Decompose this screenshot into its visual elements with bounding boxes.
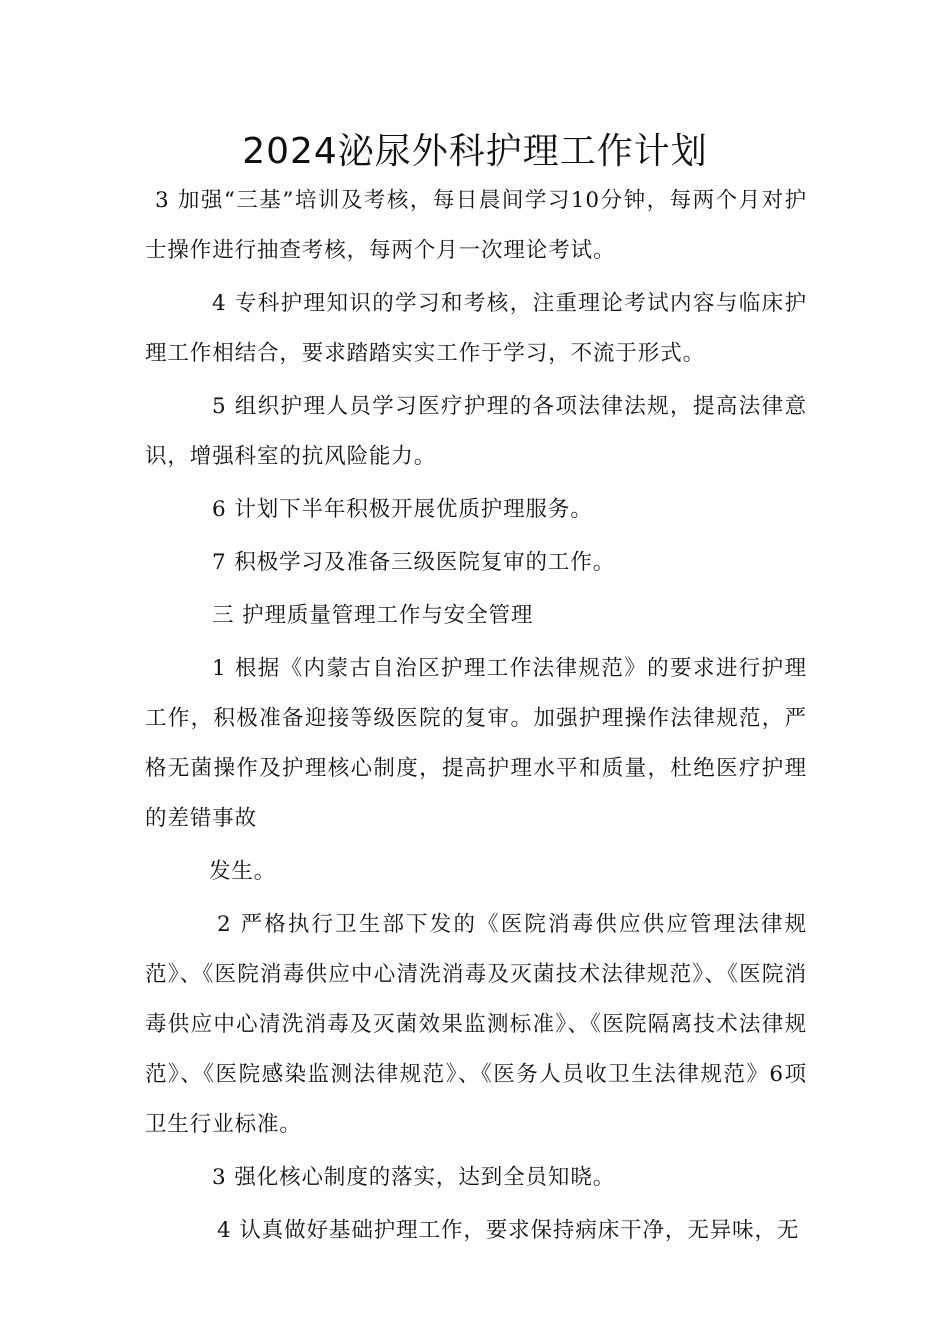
paragraph-4: 6 计划下半年积极开展优质护理服务。: [212, 497, 593, 522]
document-body: [145, 176, 807, 1259]
paragraph-6: 1 根据《内蒙古自治区护理工作法律规范》的要求进行护理工作，积极准备迎接等级医院的复审。加强护理操作法律规范，严格无菌操作及护理核心制度，提高护理水平和质量，杜绝医疗护理的差错事故: [145, 656, 807, 831]
paragraph-1: 3 加强“三基”培训及考核，每日晨间学习10分钟，每两个月对护士操作进行抽查考核，每两个月一次理论考试。: [145, 188, 807, 263]
paragraph-9: 3 强化核心制度的落实，达到全员知晓。: [212, 1165, 616, 1190]
paragraph-5: 7 积极学习及准备三级医院复审的工作。: [212, 550, 616, 575]
paragraph-2: 4 专科护理知识的学习和考核，注重理论考试内容与临床护理工作相结合，要求踏踏实实工作于学习，不流于形式。: [145, 291, 807, 366]
document-title: 2024泌尿外科护理工作计划: [242, 131, 708, 172]
paragraph-7: 发生。: [209, 859, 277, 884]
paragraph-3: 5 组织护理人员学习医疗护理的各项法律法规，提高法律意识，增强科室的抗风险能力。: [145, 394, 807, 469]
section-heading: 三 护理质量管理工作与安全管理: [212, 603, 534, 628]
paragraph-10: 4 认真做好基础护理工作，要求保持病床干净，无异味，无: [217, 1218, 800, 1243]
paragraph-8: 2 严格执行卫生部下发的《医院消毒供应供应管理法律规范》、《医院消毒供应中心清洗消毒及灭菌技术法律规范》、《医院消毒供应中心清洗消毒及灭菌效果监测标准》、《医院隔离技术法律规范》、《医院感染监测法律规范》、《医务人员收卫生法律规范》6项卫生行业标准。: [145, 912, 807, 1137]
